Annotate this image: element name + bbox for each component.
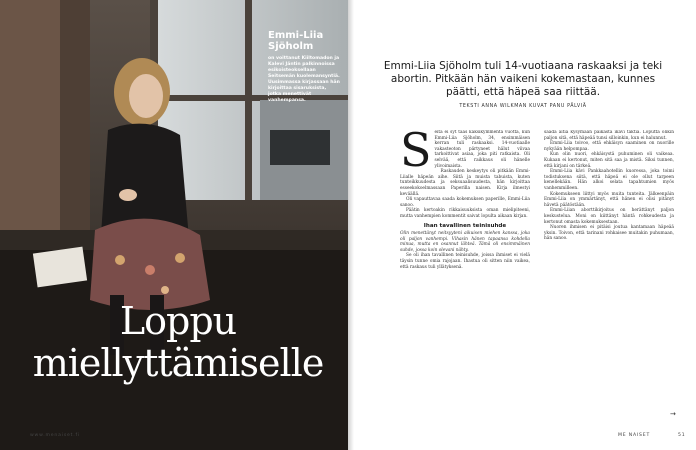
caption-text: on voittanut Kiiltomadon ja Kalevi Jäntin palkinnoissa esikoisteoksellaan Seitsemän kuolemansyntiä. Uusimmassa kirjassaan hän kirjoittaa sisaruksista, jotka menettivät vanhempansa. <box>268 56 340 103</box>
footer-page-number: 51 <box>678 433 686 438</box>
paragraph: Emmi-Liia toivoo, että ehkäisyn saaminen on nuorille nykyään helpompaa. <box>544 141 674 152</box>
headline-line-2: miellyttämiselle <box>32 341 324 385</box>
article-byline: TEKSTI ANNA WILKMAN KUVAT PANU PÄLVIÄ <box>459 104 587 109</box>
paragraph: Nuoren ihmisen ei pitäisi joutua kantamaan häpeää yksin. Toivon, että tarinani rohkaisee muitakin puhumaan, hän sanoo. <box>544 225 674 242</box>
paragraph: eitä ei syt taas kaksikymmentä vuotta, kun Emmi-Liia Sjöholm, 34, ensimmäisen kerran tuli raskaaksi. 14-vuotiaalle vakasteoton pärtyneet hälut viivaa tarkoittivat asiaa, joka piti ratkaista. Oli selvää, että raikkaus oli hänelle ylivoimaista. <box>434 130 530 169</box>
article-page <box>348 0 696 450</box>
drop-cap: S <box>400 130 432 177</box>
paragraph: Emmi-Liian aborttikirjoitus on herättänyt paljon keskustelua. Moni on kiittänyt häntä rohkeudesta ja kertonut omasta kokemuksestaan. <box>544 208 674 225</box>
footer-url: www.menaiset.fi <box>30 433 80 438</box>
photo-caption <box>268 30 340 104</box>
paragraph: saada äitiä kysymään paikasta ikävi taktia. Loputta olikin paljon sitä, että häpeää tunsi silloinkin, kun ei halunnut. <box>544 130 674 141</box>
text-column-2 <box>544 130 674 420</box>
section-subhead: Ihan tavallinen teinisuhde <box>423 222 507 229</box>
paragraph: Emmi-Liia kävi Pankkaahotellin kuoressa, joka toimi todistuksena siitä, että häpeä ei ole ollut tarpeen kenellekään. Hän alkoi selata tapahtumien myös vanhemmilleen. <box>544 169 674 191</box>
paragraph: Oli vapauttavaa saada kokemuksen paperille, Emmi-Liia sanoo. <box>400 197 530 208</box>
article-headline <box>18 300 338 384</box>
paragraph: Raskauden keskeytys oli pitkään Emmi-Liialle häpeän aihe. Siitä ja muista tabuista, kuten tunteikkuudesta ja seksuaalisuudesta, hän kirjoittaa esseekokoelmassaan Paperilla naisen. Kirja ilmestyi keväällä. <box>400 169 530 197</box>
paragraph: Se oli ihan tavallinen teinisuhde, joissa ihmiset ei vielä täysin tunne omia rajojaan. Ihastua oli sitten niin vaikea, että raskaus tuli yllätyksenä. <box>400 253 530 270</box>
footer-magazine: ME NAISET <box>618 433 651 438</box>
article-lead: Emmi-Liia Sjöholm tuli 14-vuotiaana raskaaksi ja teki abortin. Pitkään hän vaikeni kokemastaan, kunnes päätti, että häpeä saa riittää. <box>383 60 663 98</box>
paragraph: Päätin kertoakin rikkaisuuksista oman mielipiteeni, mutta vanhempien kommentit saivat lopulta aikaan kirjan. <box>400 208 530 219</box>
continue-arrow-icon: → <box>670 410 676 418</box>
text-column-1 <box>400 130 530 420</box>
headline-line-1: Loppu <box>119 299 237 343</box>
paragraph: Kun olin nuori, ehkäisystä puhuminen oli vaikeaa. Kukaan ei kertonut, miten sitä saa ja mistä. Siksi tunnen, että kirjani on tärkeä. <box>544 152 674 169</box>
italic-quote: Olin menettänyt neitsyyteni aikuisen miehen kanssa, joka oli paljon vanhempi. Vihasin hänen tapaansa kohdella minua, mutta en osannut lähteä. Tämä oli ensimmäinen suhde, jossa koin olevani nähty. <box>400 231 530 253</box>
page-gutter <box>348 0 354 450</box>
caption-name: Emmi-Liia Sjöholm <box>268 30 324 52</box>
paragraph: Kokemukseen liittyi myös muita tunteita. Jälkeenpäin Emmi-Liia on ymmärtänyt, että hänen ei olisi pitänyt hävetä päätöstään. <box>544 191 674 208</box>
